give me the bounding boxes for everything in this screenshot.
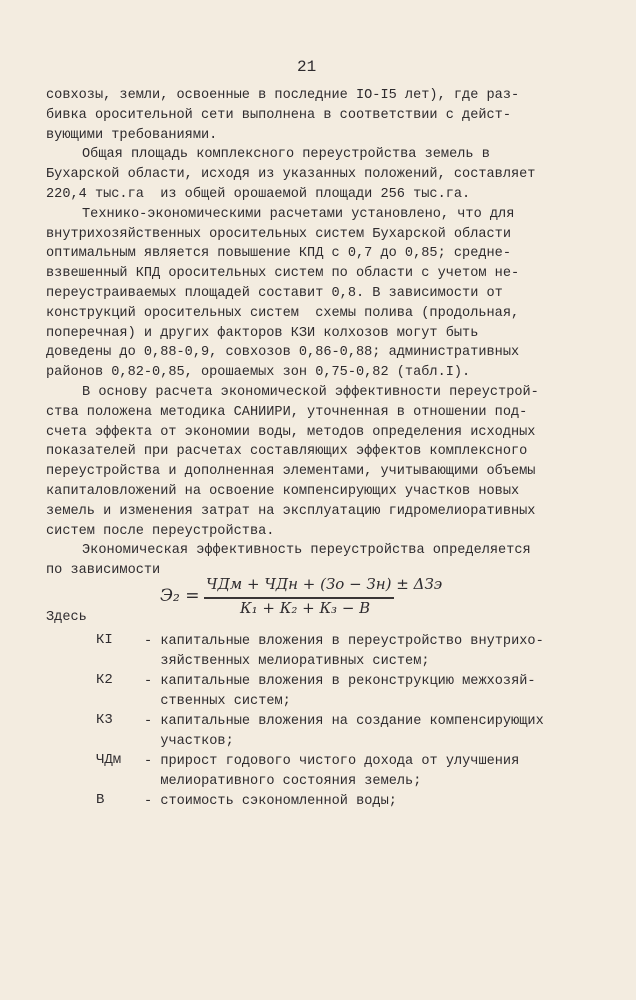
formula-numerator: ЧДм + ЧДн + (Зо − Зн) ± ΔЗэ [206,575,443,593]
definition-symbol: ЧДм [96,752,122,768]
page-number: 21 [297,58,317,76]
where-label: Здесь [46,610,87,625]
text-line: Бухарской области, исходя из указанных положений, составляет [46,167,536,183]
text-line: районов 0,82-0,85, орошаемых зон 0,75-0,82 (табл.I). [46,365,471,381]
text-line: показателей при расчетах составляющих эффектов комплексного [46,444,528,460]
definition-symbol: В [96,792,105,808]
text-line: по зависимости [46,563,161,579]
formula-denominator: К₁ + К₂ + К₃ − В [240,599,371,617]
definition-text: - капитальные вложения в реконструкцию межхозяй- ственных систем; [144,674,536,709]
efficiency-formula [160,575,443,621]
text-line: доведены до 0,88-0,9, совхозов 0,86-0,88; административных [46,345,520,361]
formula-lhs: Э₂ = [160,586,200,606]
text-line: земель и изменения затрат на эксплуатацию гидромелиоративных [46,503,536,519]
text-line: взвешенный КПД оросительных систем по области с учетом не- [46,266,520,282]
definition-item [0,712,636,752]
text-line: Экономическая эффективность переустройства определяется [82,543,531,559]
text-line: В основу расчета экономической эффективности переустрой- [82,384,539,400]
definitions-list [0,632,636,832]
text-line: бивка оросительной сети выполнена в соответствии с дейст- [46,107,511,123]
text-line: совхозы, земли, освоенные в последние IO-I5 лет), где раз- [46,88,520,103]
definition-symbol: К2 [96,672,113,688]
text-line: капиталовложений на освоение компенсирующих участков новых [46,483,520,499]
definition-item [0,632,636,672]
text-line: переустраиваемых площадей составит 0,8. В зависимости от [46,285,503,301]
text-line: поперечная) и других факторов КЗИ колхозов могут быть [46,325,479,341]
definition-item [0,672,636,712]
text-line: конструкций оросительных систем схемы полива (продольная, [46,305,520,321]
definition-item [0,792,636,832]
text-line: систем после переустройства. [46,523,275,539]
text-line: ства положена методика САНИИРИ, уточненная в отношении под- [46,404,528,420]
definition-symbol: К3 [96,712,113,728]
definition-text: - прирост годового чистого дохода от улучшения мелиоративного состояния земель; [144,754,520,789]
text-line: Технико-экономическими расчетами установлено, что для [82,206,515,222]
definition-symbol: КI [96,632,113,648]
text-line: Общая площадь комплексного переустройства земель в [82,147,490,163]
text-line: счета эффекта от экономии воды, методов определения исходных [46,424,536,440]
text-line: оптимальным является повышение КПД с 0,7 до 0,85; средне- [46,246,511,262]
text-line: 220,4 тыс.га из общей орошаемой площади 256 тыс.га. [46,186,471,202]
text-line: внутрихозяйственных оросительных систем Бухарской области [46,226,511,242]
body-text [46,86,606,581]
definition-text: - капитальные вложения в переустройство внутрихо- зяйственных мелиоративных систем; [144,634,544,669]
text-line: переустройства и дополненная элементами, учитывающими объемы [46,464,536,480]
definition-text: - стоимость сэкономленной воды; [144,794,397,809]
text-line: вующими требованиями. [46,127,218,143]
definition-text: - капитальные вложения на создание компенсирующих участков; [144,714,544,749]
definition-item [0,752,636,792]
